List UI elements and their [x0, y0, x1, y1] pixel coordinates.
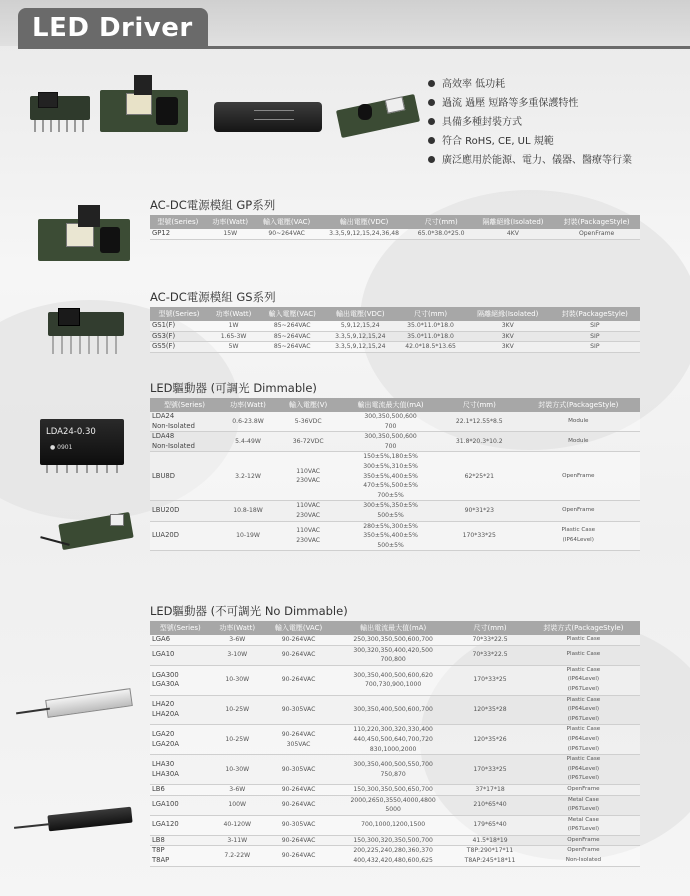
section-title-no-dimmable: LED驅動器 (不可調光 No Dimmable) — [150, 604, 348, 618]
input-voltage-cell: 110VAC 230VAC — [277, 452, 339, 501]
size-cell: 62*25*21 — [442, 452, 517, 501]
input-voltage-cell: 90-264VAC — [264, 784, 333, 795]
table-cell: 35.0*11.0*18.0 — [395, 331, 465, 342]
table-row — [150, 229, 640, 239]
bullet-icon — [428, 137, 435, 144]
model-cell: LUA20D — [150, 521, 219, 551]
power-cell: 3-10W — [211, 645, 264, 665]
table-row — [150, 665, 640, 695]
power-cell: 3-6W — [211, 784, 264, 795]
table-cell: GS3(F) — [150, 331, 208, 342]
table-row — [150, 452, 640, 501]
table-cell: 3KV — [466, 331, 550, 342]
power-cell: 10-25W — [211, 725, 264, 755]
column-header: 尺寸(mm) — [442, 398, 517, 412]
table-row — [150, 331, 640, 342]
model-cell: LBU8D — [150, 452, 219, 501]
size-cell: 170*33*25 — [453, 665, 527, 695]
power-cell: 10-30W — [211, 665, 264, 695]
output-current-cell: 300,350,400,500,600,700 — [333, 695, 453, 725]
section-title-dimmable: LED驅動器 (可調光 Dimmable) — [150, 381, 317, 395]
gp-table — [150, 215, 640, 240]
model-cell: LGA10 — [150, 645, 211, 665]
model-cell: LDA24 Non-Isolated — [150, 412, 219, 432]
package-cell: OpenFrame — [527, 784, 640, 795]
table-row — [150, 321, 640, 331]
output-current-cell: 150,300,350,500,650,700 — [333, 784, 453, 795]
table-row — [150, 695, 640, 725]
model-cell: LB6 — [150, 784, 211, 795]
column-header: 尺寸(mm) — [453, 621, 527, 635]
feature-item: 高效率 低功耗 — [428, 75, 688, 94]
table-row — [150, 501, 640, 521]
column-header: 輸出電壓(VDC) — [318, 215, 409, 229]
package-cell: Plastic Case — [527, 635, 640, 645]
column-header: 功率(Watt) — [219, 398, 277, 412]
power-cell: 3-6W — [211, 635, 264, 645]
size-cell: 120*35*28 — [453, 695, 527, 725]
package-cell: Metal Case (IP67Level) — [527, 795, 640, 815]
table-row — [150, 755, 640, 785]
table-cell: 42.0*18.5*13.65 — [395, 342, 465, 353]
package-cell: Plastic Case (IP64Level) — [517, 521, 640, 551]
model-cell: LGA120 — [150, 815, 211, 835]
section-title-gs: AC-DC電源模組 GS系列 — [150, 290, 276, 304]
package-cell: Plastic Case (IP64Level) (IP67Level) — [527, 755, 640, 785]
input-voltage-cell: 90-264VAC — [264, 835, 333, 846]
table-cell: GS5(F) — [150, 342, 208, 353]
size-cell: 210*65*40 — [453, 795, 527, 815]
package-cell: Plastic Case (IP64Level) (IP67Level) — [527, 665, 640, 695]
input-voltage-cell: 90-264VAC 305VAC — [264, 725, 333, 755]
input-voltage-cell: 90-264VAC — [264, 846, 333, 866]
product-image-lbu-board — [40, 510, 138, 556]
column-header: 輸入電壓(VAC) — [259, 307, 325, 321]
input-voltage-cell: 110VAC 230VAC — [277, 501, 339, 521]
feature-item: 過流 過壓 短路等多重保護特性 — [428, 94, 688, 113]
size-cell: 22.1*12.55*8.5 — [442, 412, 517, 432]
size-cell: 31.8*20.3*10.2 — [442, 432, 517, 452]
output-current-cell: 700,1000,1200,1500 — [333, 815, 453, 835]
package-cell: Plastic Case (IP64Level) (IP67Level) — [527, 695, 640, 725]
column-header: 功率(Watt) — [211, 621, 264, 635]
size-cell: 170*33*25 — [442, 521, 517, 551]
size-cell: 70*33*22.5 — [453, 645, 527, 665]
output-current-cell: 300,350,400,500,550,700 750,870 — [333, 755, 453, 785]
size-cell: T8P:290*17*11 T8AP:245*18*11 — [453, 846, 527, 866]
dimmable-table — [150, 398, 640, 551]
column-header: 型號(Series) — [150, 621, 211, 635]
column-header: 尺寸(mm) — [395, 307, 465, 321]
package-cell: OpenFrame — [517, 501, 640, 521]
table-row — [150, 795, 640, 815]
output-current-cell: 150±5%,180±5% 300±5%,310±5% 350±5%,400±5% 470±5%,500±5% 700±5% — [339, 452, 442, 501]
product-image-black-case-driver — [14, 805, 134, 841]
bullet-icon — [428, 156, 435, 163]
output-current-cell: 300,350,500,600 700 — [339, 412, 442, 432]
output-current-cell: 2000,2650,3550,4000,4800 5000 — [333, 795, 453, 815]
table-row — [150, 432, 640, 452]
product-image-lda-module — [40, 415, 126, 473]
table-cell: 85~264VAC — [259, 321, 325, 331]
power-cell: 10-25W — [211, 695, 264, 725]
product-image-metal-case-driver — [214, 96, 324, 136]
table-row — [150, 725, 640, 755]
column-header: 型號(Series) — [150, 307, 208, 321]
size-cell: 170*33*25 — [453, 755, 527, 785]
output-current-cell: 300,350,400,500,600,620 700,730,900,1000 — [333, 665, 453, 695]
output-current-cell: 280±5%,300±5% 350±5%,400±5% 500±5% — [339, 521, 442, 551]
product-image-plastic-case-driver — [16, 688, 136, 724]
bullet-icon — [428, 80, 435, 87]
output-current-cell: 200,225,240,280,360,370 400,432,420,480,600,625 — [333, 846, 453, 866]
table-cell: 3.3,5,9,12,15,24 — [325, 342, 395, 353]
input-voltage-cell: 110VAC 230VAC — [277, 521, 339, 551]
model-cell: LGA300 LGA30A — [150, 665, 211, 695]
table-cell: 3.3,5,9,12,15,24 — [325, 331, 395, 342]
feature-item: 廣泛應用於能源、電力、儀器、醫療等行業 — [428, 151, 688, 170]
size-cell: 179*65*40 — [453, 815, 527, 835]
output-current-cell: 300,320,350,400,420,500 700,800 — [333, 645, 453, 665]
column-header: 輸入電壓(VAC) — [255, 215, 319, 229]
column-header: 尺寸(mm) — [410, 215, 473, 229]
input-voltage-cell: 90-305VAC — [264, 815, 333, 835]
size-cell: 70*33*22.5 — [453, 635, 527, 645]
table-cell: 3KV — [466, 321, 550, 331]
table-cell: 3KV — [466, 342, 550, 353]
package-cell: Plastic Case (IP64Level) (IP67Level) — [527, 725, 640, 755]
power-cell: 10.8-18W — [219, 501, 277, 521]
power-cell: 5.4-49W — [219, 432, 277, 452]
table-cell: GS1(F) — [150, 321, 208, 331]
bullet-icon — [428, 99, 435, 106]
power-cell: 10-30W — [211, 755, 264, 785]
output-current-cell: 300,350,500,600 700 — [339, 432, 442, 452]
power-cell: 100W — [211, 795, 264, 815]
input-voltage-cell: 90-305VAC — [264, 695, 333, 725]
lda-sublabel: ● 0901 — [50, 444, 73, 451]
output-current-cell: 150,300,320,350,500,700 — [333, 835, 453, 846]
table-row — [150, 846, 640, 866]
column-header: 封裝方式(PackageStyle) — [527, 621, 640, 635]
size-cell: 120*35*26 — [453, 725, 527, 755]
column-header: 功率(Watt) — [208, 307, 259, 321]
column-header: 型號(Series) — [150, 215, 206, 229]
column-header: 輸入電壓(VAC) — [264, 621, 333, 635]
model-cell: LHA30 LHA30A — [150, 755, 211, 785]
lda-label: LDA24-0.30 — [46, 427, 96, 437]
model-cell: T8P T8AP — [150, 846, 211, 866]
table-cell: 1W — [208, 321, 259, 331]
package-cell: Plastic Case — [527, 645, 640, 665]
column-header: 輸出電流最大值(mA) — [333, 621, 453, 635]
section-title-gp: AC-DC電源模組 GP系列 — [150, 198, 276, 212]
power-cell: 3-11W — [211, 835, 264, 846]
size-cell: 37*17*18 — [453, 784, 527, 795]
table-cell: OpenFrame — [553, 229, 640, 239]
table-row — [150, 645, 640, 665]
package-cell: OpenFrame Non-Isolated — [527, 846, 640, 866]
table-cell: 65.0*38.0*25.0 — [410, 229, 473, 239]
model-cell: LGA100 — [150, 795, 211, 815]
input-voltage-cell: 90-264VAC — [264, 795, 333, 815]
table-cell: 4KV — [473, 229, 554, 239]
output-current-cell: 250,300,350,500,600,700 — [333, 635, 453, 645]
table-cell: 85~264VAC — [259, 331, 325, 342]
product-image-gp-module — [38, 205, 133, 263]
column-header: 型號(Series) — [150, 398, 219, 412]
title-rule — [18, 46, 690, 49]
table-cell: 90~264VAC — [255, 229, 319, 239]
input-voltage-cell: 90-305VAC — [264, 755, 333, 785]
model-cell: LBU20D — [150, 501, 219, 521]
package-cell: OpenFrame — [517, 452, 640, 501]
product-image-led-driver-board — [330, 90, 425, 138]
model-cell: LDA48 Non-Isolated — [150, 432, 219, 452]
model-cell: LHA20 LHA20A — [150, 695, 211, 725]
no-dimmable-table — [150, 621, 640, 867]
output-current-cell: 300±5%,350±5% 500±5% — [339, 501, 442, 521]
column-header: 封裝(PackageStyle) — [550, 307, 640, 321]
power-cell: 3.2-12W — [219, 452, 277, 501]
table-cell: SIP — [550, 331, 640, 342]
column-header: 輸出電流最大值(mA) — [339, 398, 442, 412]
package-cell: Module — [517, 412, 640, 432]
table-row — [150, 815, 640, 835]
power-cell: 10-19W — [219, 521, 277, 551]
product-image-sip-module — [30, 90, 92, 132]
power-cell: 40-120W — [211, 815, 264, 835]
feature-item: 符合 RoHS, CE, UL 規範 — [428, 132, 688, 151]
package-cell: OpenFrame — [527, 835, 640, 846]
feature-list — [428, 75, 688, 170]
gs-table — [150, 307, 640, 353]
product-image-open-frame — [100, 75, 190, 135]
input-voltage-cell: 90-264VAC — [264, 635, 333, 645]
table-cell: SIP — [550, 342, 640, 353]
table-cell: SIP — [550, 321, 640, 331]
column-header: 輸入電壓(V) — [277, 398, 339, 412]
column-header: 封裝方式(PackageStyle) — [517, 398, 640, 412]
table-row — [150, 635, 640, 645]
feature-item: 具備多種封裝方式 — [428, 113, 688, 132]
table-cell: 35.0*11.0*18.0 — [395, 321, 465, 331]
table-row — [150, 412, 640, 432]
size-cell: 90*31*23 — [442, 501, 517, 521]
column-header: 功率(Watt) — [206, 215, 255, 229]
table-cell: 85~264VAC — [259, 342, 325, 353]
input-voltage-cell: 90-264VAC — [264, 645, 333, 665]
model-cell: LGA6 — [150, 635, 211, 645]
package-cell: Module — [517, 432, 640, 452]
package-cell: Metal Case (IP67Level) — [527, 815, 640, 835]
column-header: 隔離絕緣(Isolated) — [473, 215, 554, 229]
power-cell: 7.2-22W — [211, 846, 264, 866]
input-voltage-cell: 90-264VAC — [264, 665, 333, 695]
column-header: 輸出電壓(VDC) — [325, 307, 395, 321]
table-row — [150, 342, 640, 353]
table-cell: 15W — [206, 229, 255, 239]
table-cell: 5,9,12,15,24 — [325, 321, 395, 331]
table-row — [150, 784, 640, 795]
model-cell: LGA20 LGA20A — [150, 725, 211, 755]
table-cell: 1.65-3W — [208, 331, 259, 342]
input-voltage-cell: 5-36VDC — [277, 412, 339, 432]
column-header: 封裝(PackageStyle) — [553, 215, 640, 229]
product-image-gs-module — [48, 308, 126, 356]
model-cell: LB8 — [150, 835, 211, 846]
table-cell: 3.3,5,9,12,15,24,36,48 — [318, 229, 409, 239]
input-voltage-cell: 36-72VDC — [277, 432, 339, 452]
table-cell: 5W — [208, 342, 259, 353]
size-cell: 41.5*18*19 — [453, 835, 527, 846]
table-cell: GP12 — [150, 229, 206, 239]
column-header: 隔離絕緣(Isolated) — [466, 307, 550, 321]
table-row — [150, 835, 640, 846]
output-current-cell: 110,220,300,320,330,400 440,450,500,640,700,720 830,1000,2000 — [333, 725, 453, 755]
power-cell: 0.6-23.8W — [219, 412, 277, 432]
bullet-icon — [428, 118, 435, 125]
table-row — [150, 521, 640, 551]
page-title: LED Driver — [18, 8, 208, 48]
